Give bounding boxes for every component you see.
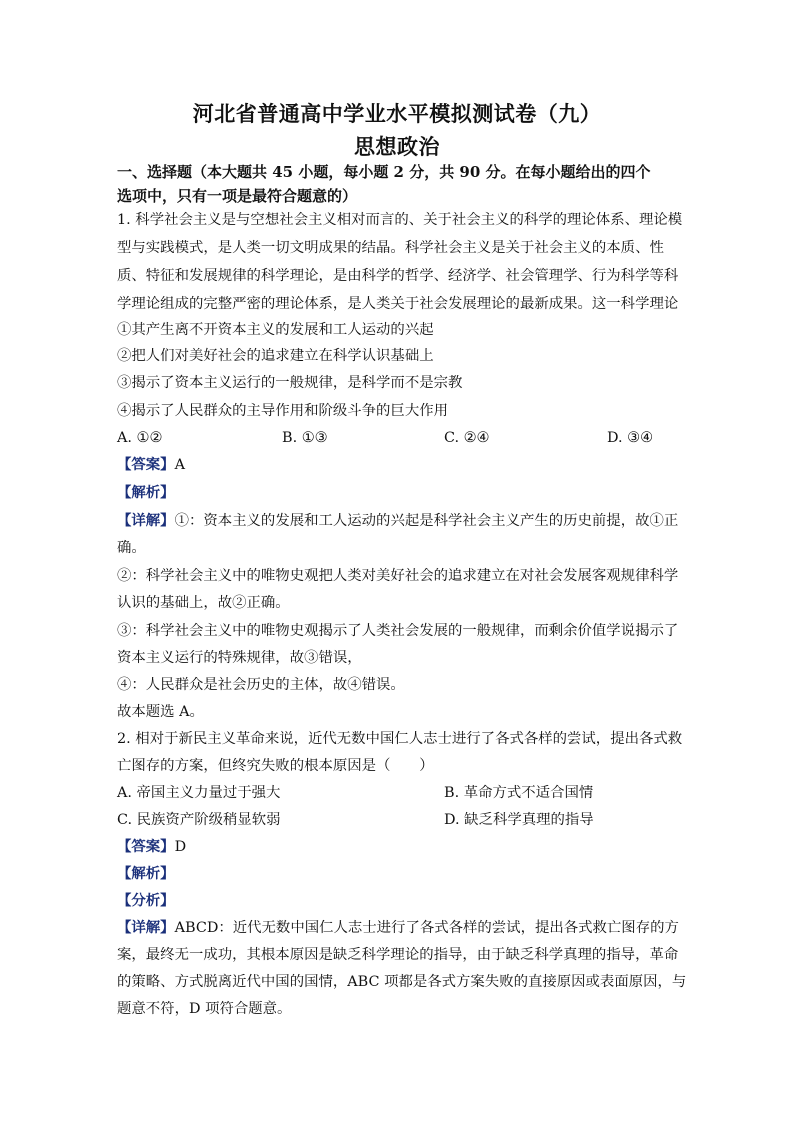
q2-answer xyxy=(117,837,186,857)
q1-answer xyxy=(117,455,185,475)
q1-stem-line: 质、特征和发展规律的科学理论，是由科学的哲学、经济学、社会管理学、行为科学等科 xyxy=(117,268,679,284)
q2-answer-value: D xyxy=(174,839,187,855)
section-heading-line1: 一、选择题（本大题共 45 小题，每小题 2 分，共 90 分。在每小题给出的四个 xyxy=(117,163,651,181)
q1-detail-line: ④：人民群众是社会历史的主体，故④错误。 xyxy=(117,677,405,693)
q1-answer-value: A xyxy=(174,457,185,473)
q1-statement-3: ③揭示了资本主义运行的一般规律，是科学而不是宗教 xyxy=(117,375,463,391)
q1-detail-line: 资本主义运行的特殊规律，故③错误， xyxy=(117,650,362,666)
q1-statement-2: ②把人们对美好社会的追求建立在科学认识基础上 xyxy=(117,348,434,364)
q1-stem-line: 1. 科学社会主义是与空想社会主义相对而言的、关于社会主义的科学的理论体系、理论模 xyxy=(117,212,683,228)
detail-tag: 【详解】 xyxy=(117,919,175,936)
q1-statement-1: ①其产生离不开资本主义的发展和工人运动的兴起 xyxy=(117,322,434,338)
analysis-tag: 【解析】 xyxy=(117,865,175,882)
exam-subject: 思想政治 xyxy=(354,134,440,159)
q2-fenxi-tag xyxy=(117,891,175,911)
q2-detail-text: ABCD：近代无数中国仁人志士进行了各式各样的尝试，提出各式救亡图存的方 xyxy=(174,920,679,936)
q2-option-c: C. 民族资产阶级稍显软弱 xyxy=(117,812,281,828)
q1-stem-line: 学理论组成的完整严密的理论体系，是人类关于社会发展理论的最新成果。这一科学理论 xyxy=(117,296,679,312)
fenxi-tag: 【分析】 xyxy=(117,892,175,909)
q2-analysis-tag xyxy=(117,864,175,884)
q1-detail-line xyxy=(117,511,678,531)
section-heading-line2: 选项中，只有一项是最符合题意的） xyxy=(117,187,358,205)
q2-detail-line xyxy=(117,918,679,938)
q1-detail-line: ③：科学社会主义中的唯物史观揭示了人类社会发展的一般规律，而剩余价值学说揭示了 xyxy=(117,623,679,639)
q1-statement-4: ④揭示了人民群众的主导作用和阶级斗争的巨大作用 xyxy=(117,403,448,419)
q1-detail-text: ①：资本主义的发展和工人运动的兴起是科学社会主义产生的历史前提，故①正 xyxy=(174,513,679,529)
q2-option-d: D. 缺乏科学真理的指导 xyxy=(444,812,594,828)
q2-detail-line: 的策略、方式脱离近代中国的国情，ABC 项都是各式方案失败的直接原因或表面原因，与 xyxy=(117,974,687,990)
q1-detail-line: 认识的基础上，故②正确。 xyxy=(117,595,290,611)
q1-option-c: C. ②④ xyxy=(444,430,490,446)
q1-detail-line: 确。 xyxy=(117,540,146,556)
q2-option-a: A. 帝国主义力量过于强大 xyxy=(117,785,281,801)
q2-stem-line: 2. 相对于新民主义革命来说，近代无数中国仁人志士进行了各式各样的尝试，提出各式救 xyxy=(117,731,683,747)
answer-tag: 【答案】 xyxy=(117,456,175,473)
q1-option-d: D. ③④ xyxy=(607,430,653,446)
q2-detail-line: 案，最终无一成功，其根本原因是缺乏科学理论的指导，由于缺乏科学真理的指导，革命 xyxy=(117,947,679,963)
q1-option-a: A. ①② xyxy=(117,430,163,446)
q1-detail-line: ②：科学社会主义中的唯物史观把人类对美好社会的追求建立在对社会发展客观规律科学 xyxy=(117,568,679,584)
q1-analysis-tag xyxy=(117,483,175,503)
q1-stem-line: 型与实践模式，是人类一切文明成果的结晶。科学社会主义是关于社会主义的本质、性 xyxy=(117,240,664,256)
q1-detail-line: 故本题选 A。 xyxy=(117,704,204,720)
detail-tag: 【详解】 xyxy=(117,512,175,529)
q1-option-b: B. ①③ xyxy=(282,430,328,446)
answer-tag: 【答案】 xyxy=(117,838,175,855)
q2-option-b: B. 革命方式不适合国情 xyxy=(444,785,594,801)
q2-detail-line: 题意不符，D 项符合题意。 xyxy=(117,1001,292,1017)
exam-title: 河北省普通高中学业水平模拟测试卷（九） xyxy=(192,101,602,126)
q2-stem-line: 亡图存的方案，但终究失败的根本原因是（ ） xyxy=(117,758,434,774)
analysis-tag: 【解析】 xyxy=(117,484,175,501)
